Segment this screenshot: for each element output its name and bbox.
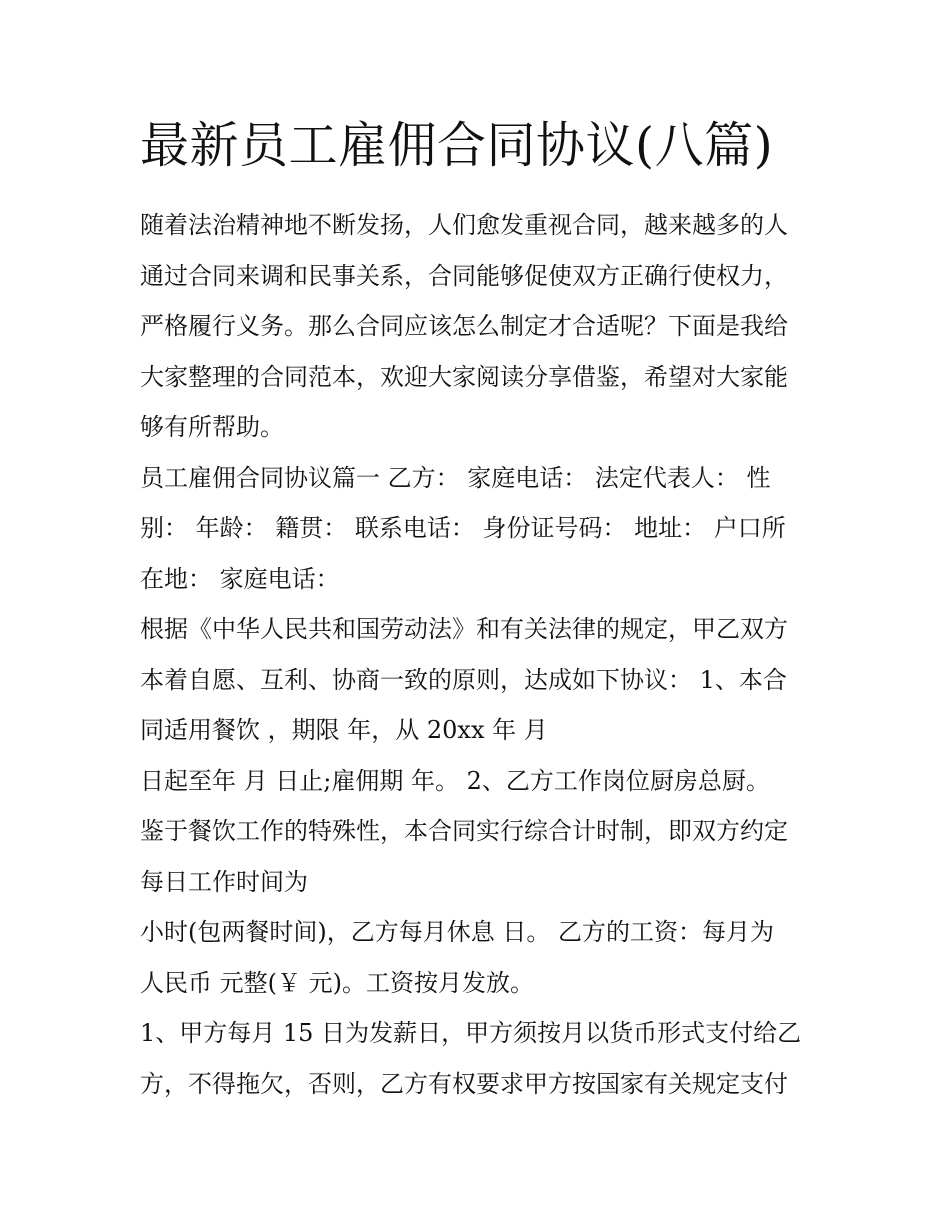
body-line: 根据《中华人民共和国劳动法》和有关法律的规定，甲乙双方 <box>140 615 788 643</box>
body-line: 方，不得拖欠，否则，乙方有权要求甲方按国家有关规定支付 <box>140 1069 788 1098</box>
body-line: 本着自愿、互利、协商一致的原则，达成如下协议： 1、本合 <box>140 665 787 694</box>
document-body <box>140 200 820 1109</box>
body-line: 同适用餐饮 ，期限 年，从 20xx 年 月 <box>140 716 548 744</box>
body-line: 随着法治精神地不断发扬，人们愈发重视合同，越来越多的人 <box>140 211 788 239</box>
body-line: 小时(包两餐时间)，乙方每月休息 日。 乙方的工资：每月为 <box>140 918 774 946</box>
body-line: 严格履行义务。那么合同应该怎么制定才合适呢？下面是我给 <box>140 312 788 340</box>
body-line: 在地： 家庭电话： <box>140 564 340 593</box>
body-line: 1、甲方每月 15 日为发薪日，甲方须按月以货币形式支付给乙 <box>140 1019 802 1047</box>
body-line: 通过合同来调和民事关系，合同能够促使双方正确行使权力， <box>140 261 788 290</box>
body-line: 别： 年龄： 籍贯： 联系电话： 身份证号码： 地址： 户口所 <box>140 514 786 542</box>
body-line: 每日工作时间为 <box>140 867 308 896</box>
body-line: 鉴于餐饮工作的特殊性，本合同实行综合计时制，即双方约定 <box>140 817 788 845</box>
body-line: 日起至年 月 日止;雇佣期 年。 2、乙方工作岗位厨房总厨。 <box>140 766 770 795</box>
body-line: 够有所帮助。 <box>140 413 284 441</box>
body-line: 员工雇佣合同协议篇一 乙方： 家庭电话： 法定代表人： 性 <box>140 463 771 492</box>
body-line: 人民币 元整(￥ 元)。工资按月发放。 <box>140 968 534 997</box>
document-title: 最新员工雇佣合同协议(八篇) <box>140 117 774 174</box>
body-line: 大家整理的合同范本，欢迎大家阅读分享借鉴，希望对大家能 <box>140 362 788 391</box>
